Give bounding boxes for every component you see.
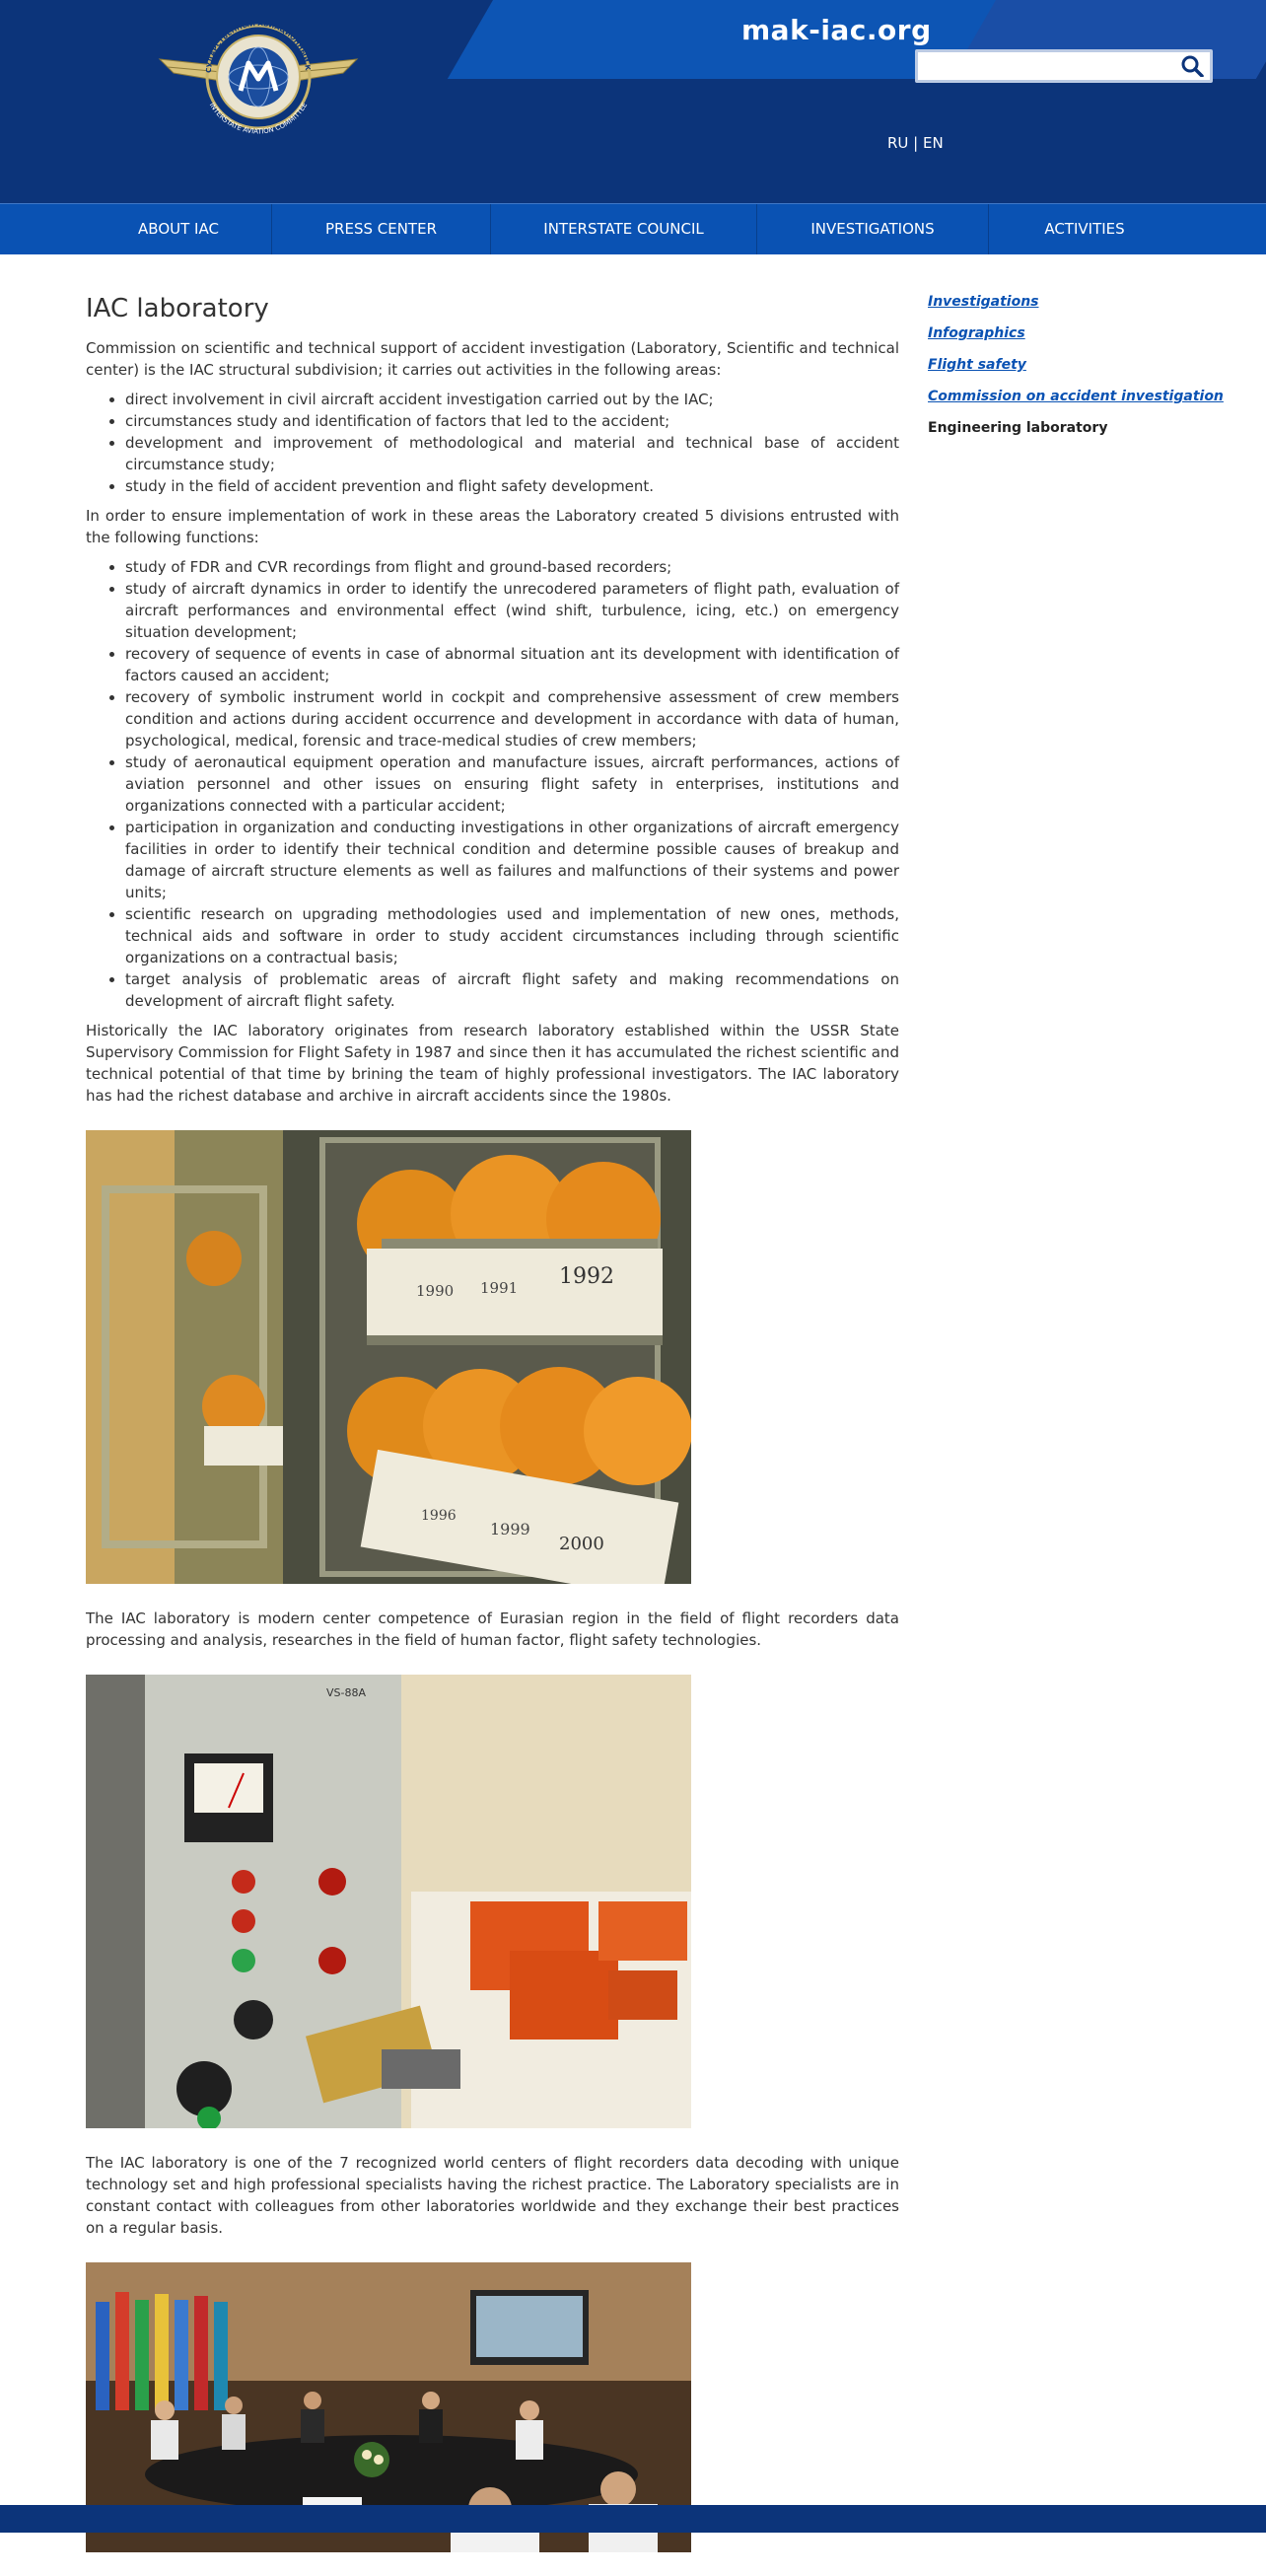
site-footer bbox=[0, 2505, 1266, 2533]
competence-paragraph: The IAC laboratory is modern center competence of Eurasian region in the field of flight recorders data processing and analysis, researches in the field of human factor, flight safety technologies. bbox=[86, 1610, 899, 1649]
lang-en-link[interactable]: EN bbox=[923, 134, 944, 152]
centers-paragraph: The IAC laboratory is one of the 7 recognized world centers of flight recorders data decoding with unique technology set and high professional specialists having the richest practice. The Laboratory specialists are in constant contact with colleagues from other laboratories worldwide and they exchange their best practices on a regular basis. bbox=[86, 2154, 899, 2237]
divisions-paragraph: In order to ensure implementation of work in these areas the Laboratory created 5 divisions entrusted with the following functions: bbox=[86, 507, 899, 546]
sidebar-link-infographics[interactable]: Infographics bbox=[928, 325, 1025, 341]
list-item: • participation in organization and conducting investigations in other organizations of aircraft emergency facilities in order to identify their technical condition and determine possible causes of breakup and damage of aircraft structure elements as well as failures and malfunctions of their systems and power units; bbox=[125, 817, 899, 903]
nav-item-investigations[interactable]: INVESTIGATIONS bbox=[757, 204, 989, 254]
site-header bbox=[0, 0, 1266, 203]
label-1999: 1999 bbox=[490, 1520, 530, 1538]
list-item: • study in the field of accident prevention and flight safety development. bbox=[125, 475, 899, 497]
photo-lab-equipment bbox=[86, 1675, 691, 2128]
list-item: • target analysis of problematic areas of aircraft flight safety and making recommendations on development of aircraft flight safety. bbox=[125, 968, 899, 1012]
main-content bbox=[86, 286, 899, 2576]
label-1992: 1992 bbox=[559, 1264, 614, 1289]
label-1990: 1990 bbox=[416, 1282, 455, 1300]
list-item: • direct involvement in civil aircraft accident investigation carried out by the IAC; bbox=[125, 389, 899, 410]
photo-recorder-archive bbox=[86, 1130, 691, 1584]
sidebar-link-commission[interactable]: Commission on accident investigation bbox=[928, 389, 1224, 404]
page-title: IAC laboratory bbox=[86, 294, 269, 323]
nav-item-interstate-council[interactable]: INTERSTATE COUNCIL bbox=[491, 204, 757, 254]
list-item: • development and improvement of methodological and material and technical base of accident circumstance study; bbox=[125, 432, 899, 475]
logo-text-bottom: INTERSTATE AVIATION COMMITTEE bbox=[207, 101, 310, 136]
label-1991: 1991 bbox=[480, 1279, 519, 1297]
label-1996: 1996 bbox=[421, 1508, 457, 1524]
iac-emblem-icon bbox=[150, 12, 367, 144]
lang-separator: | bbox=[908, 134, 923, 152]
site-title[interactable]: mak-iac.org bbox=[741, 14, 932, 46]
list-item: • recovery of sequence of events in case of abnormal situation ant its development with identification of factors caused an accident; bbox=[125, 643, 899, 686]
sidebar-link-investigations[interactable]: Investigations bbox=[928, 294, 1039, 310]
logo-text-top: СУДАРСТВЕННЫЙ АВИАЦИОННЫЙ К bbox=[204, 19, 312, 74]
areas-list bbox=[86, 389, 899, 497]
list-item: • scientific research on upgrading methodologies used and implementation of new ones, methods, technical aids and software in order to study accident circumstances including through scientific organizations on a contractual basis; bbox=[125, 903, 899, 968]
lang-ru-link[interactable]: RU bbox=[887, 134, 909, 152]
iac-logo[interactable] bbox=[150, 12, 367, 144]
list-item: • recovery of symbolic instrument world in cockpit and comprehensive assessment of crew members condition and actions during accident occurrence and development in accordance with data of human, psychological, medical, forensic and trace-medical studies of crew members; bbox=[125, 686, 899, 751]
language-switcher bbox=[887, 134, 944, 152]
search-input[interactable] bbox=[918, 52, 1176, 80]
list-item: • circumstances study and identification of factors that led to the accident; bbox=[125, 410, 899, 432]
nav-item-about-iac[interactable]: ABOUT IAC bbox=[86, 204, 272, 254]
list-item: • study of FDR and CVR recordings from flight and ground-based recorders; bbox=[125, 556, 899, 578]
functions-list bbox=[86, 556, 899, 1012]
label-2000: 2000 bbox=[559, 1534, 604, 1554]
search-icon[interactable] bbox=[1180, 55, 1204, 77]
sidebar bbox=[928, 294, 1224, 437]
history-paragraph: Historically the IAC laboratory originates from research laboratory established within the USSR State Supervisory Commission for Flight Safety in 1987 and since then it has accumulated the richest scientific and technical potential of that time by brining the team of highly professional investigators. The IAC laboratory has had the richest database and archive in aircraft accidents since the 1980s. bbox=[86, 1022, 899, 1105]
sidebar-current-item: Engineering laboratory bbox=[928, 420, 1108, 436]
search-box bbox=[915, 49, 1213, 83]
list-item: • study of aeronautical equipment operation and manufacture issues, aircraft performances, actions of aviation personnel and other issues on ensuring flight safety in enterprises, institutions and organizations connected with a particular accident; bbox=[125, 751, 899, 817]
sidebar-link-flight-safety[interactable]: Flight safety bbox=[928, 357, 1026, 373]
nav-item-press-center[interactable]: PRESS CENTER bbox=[272, 204, 491, 254]
intro-paragraph: Commission on scientific and technical support of accident investigation (Laboratory, Scientific and technical center) is the IAC structural subdivision; it carries out activities in the following areas: bbox=[86, 339, 899, 379]
list-item: • study of aircraft dynamics in order to identify the unrecodered parameters of flight path, evaluation of aircraft performances and environmental effect (wind shift, turbulence, icing, etc.) on emergency situation development; bbox=[125, 578, 899, 643]
nav-item-activities[interactable]: ACTIVITIES bbox=[1044, 220, 1125, 238]
main-nav bbox=[0, 203, 1266, 254]
device-label: VS-88A bbox=[326, 1686, 366, 1699]
